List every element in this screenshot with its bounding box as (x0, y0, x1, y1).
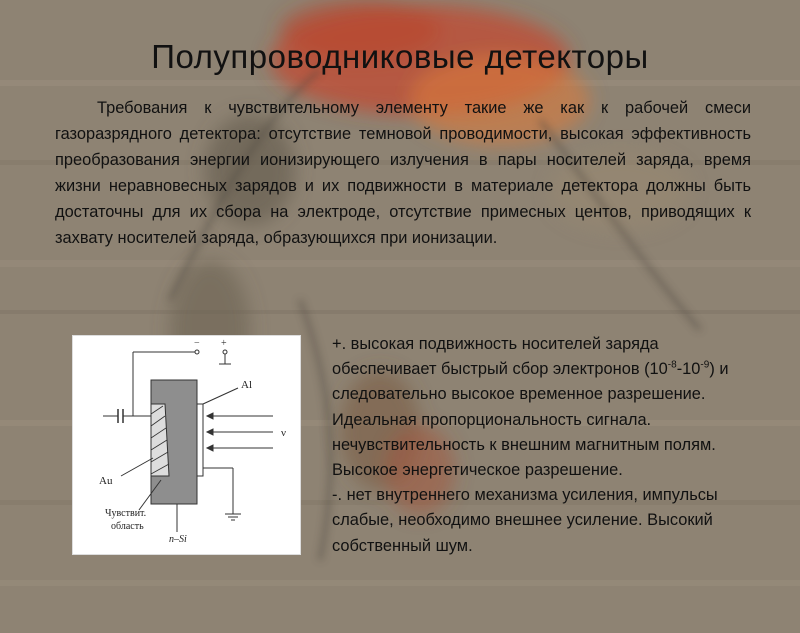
properties-list (332, 332, 777, 559)
detector-diagram (72, 335, 301, 555)
list-item: следовательно высокое временное разрешение. (332, 385, 706, 404)
label-nu: ν (281, 427, 286, 439)
list-item: обеспечивает быстрый сбор электронов $(10^{-8}-10^{-9})$ и (332, 359, 729, 379)
radiation-arrows (207, 413, 273, 451)
list-item: нечувствительность к внешним магнитным полям. (332, 435, 716, 454)
al-electrode (197, 404, 203, 476)
list-item: Высокое энергетическое разрешение. (332, 461, 623, 480)
list-item: Идеальная пропорциональность сигнала. (332, 410, 652, 429)
label-sensitive-2: область (111, 521, 144, 532)
list-item: +. высокая подвижность носителей заряда (332, 335, 659, 353)
requirements-paragraph: Требования к чувствительному элементу такие же как к рабочей смеси газоразрядного детектора: отсутствие темновой проводимости, высокая эффективность преобразования энергии ионизирующего излучения в пары носителей заряда, время жизни неравновесных зарядов и их подвижности в материале детектора должны быть достаточны для их сбора на электроде, отсутствие примесных центов, приводящих к захвату носителей заряда, образующихся при ионизации. (55, 99, 751, 247)
label-nsi: n–Si (169, 534, 187, 545)
label-plus: + (221, 338, 227, 349)
page-title: Полупроводниковые детекторы (151, 38, 649, 75)
label-al: Al (241, 379, 252, 391)
list-item: слабые, необходимо внешнее усиление. Высокий (332, 511, 713, 530)
list-item: -. нет внутреннего механизма усиления, импульсы (332, 486, 718, 505)
terminal-plus (223, 350, 227, 354)
list-item: собственный шум. (332, 536, 473, 555)
label-sensitive-1: Чувствит. (105, 508, 147, 519)
label-minus: − (194, 338, 200, 349)
terminal-minus (195, 350, 199, 354)
label-au: Au (99, 475, 113, 487)
